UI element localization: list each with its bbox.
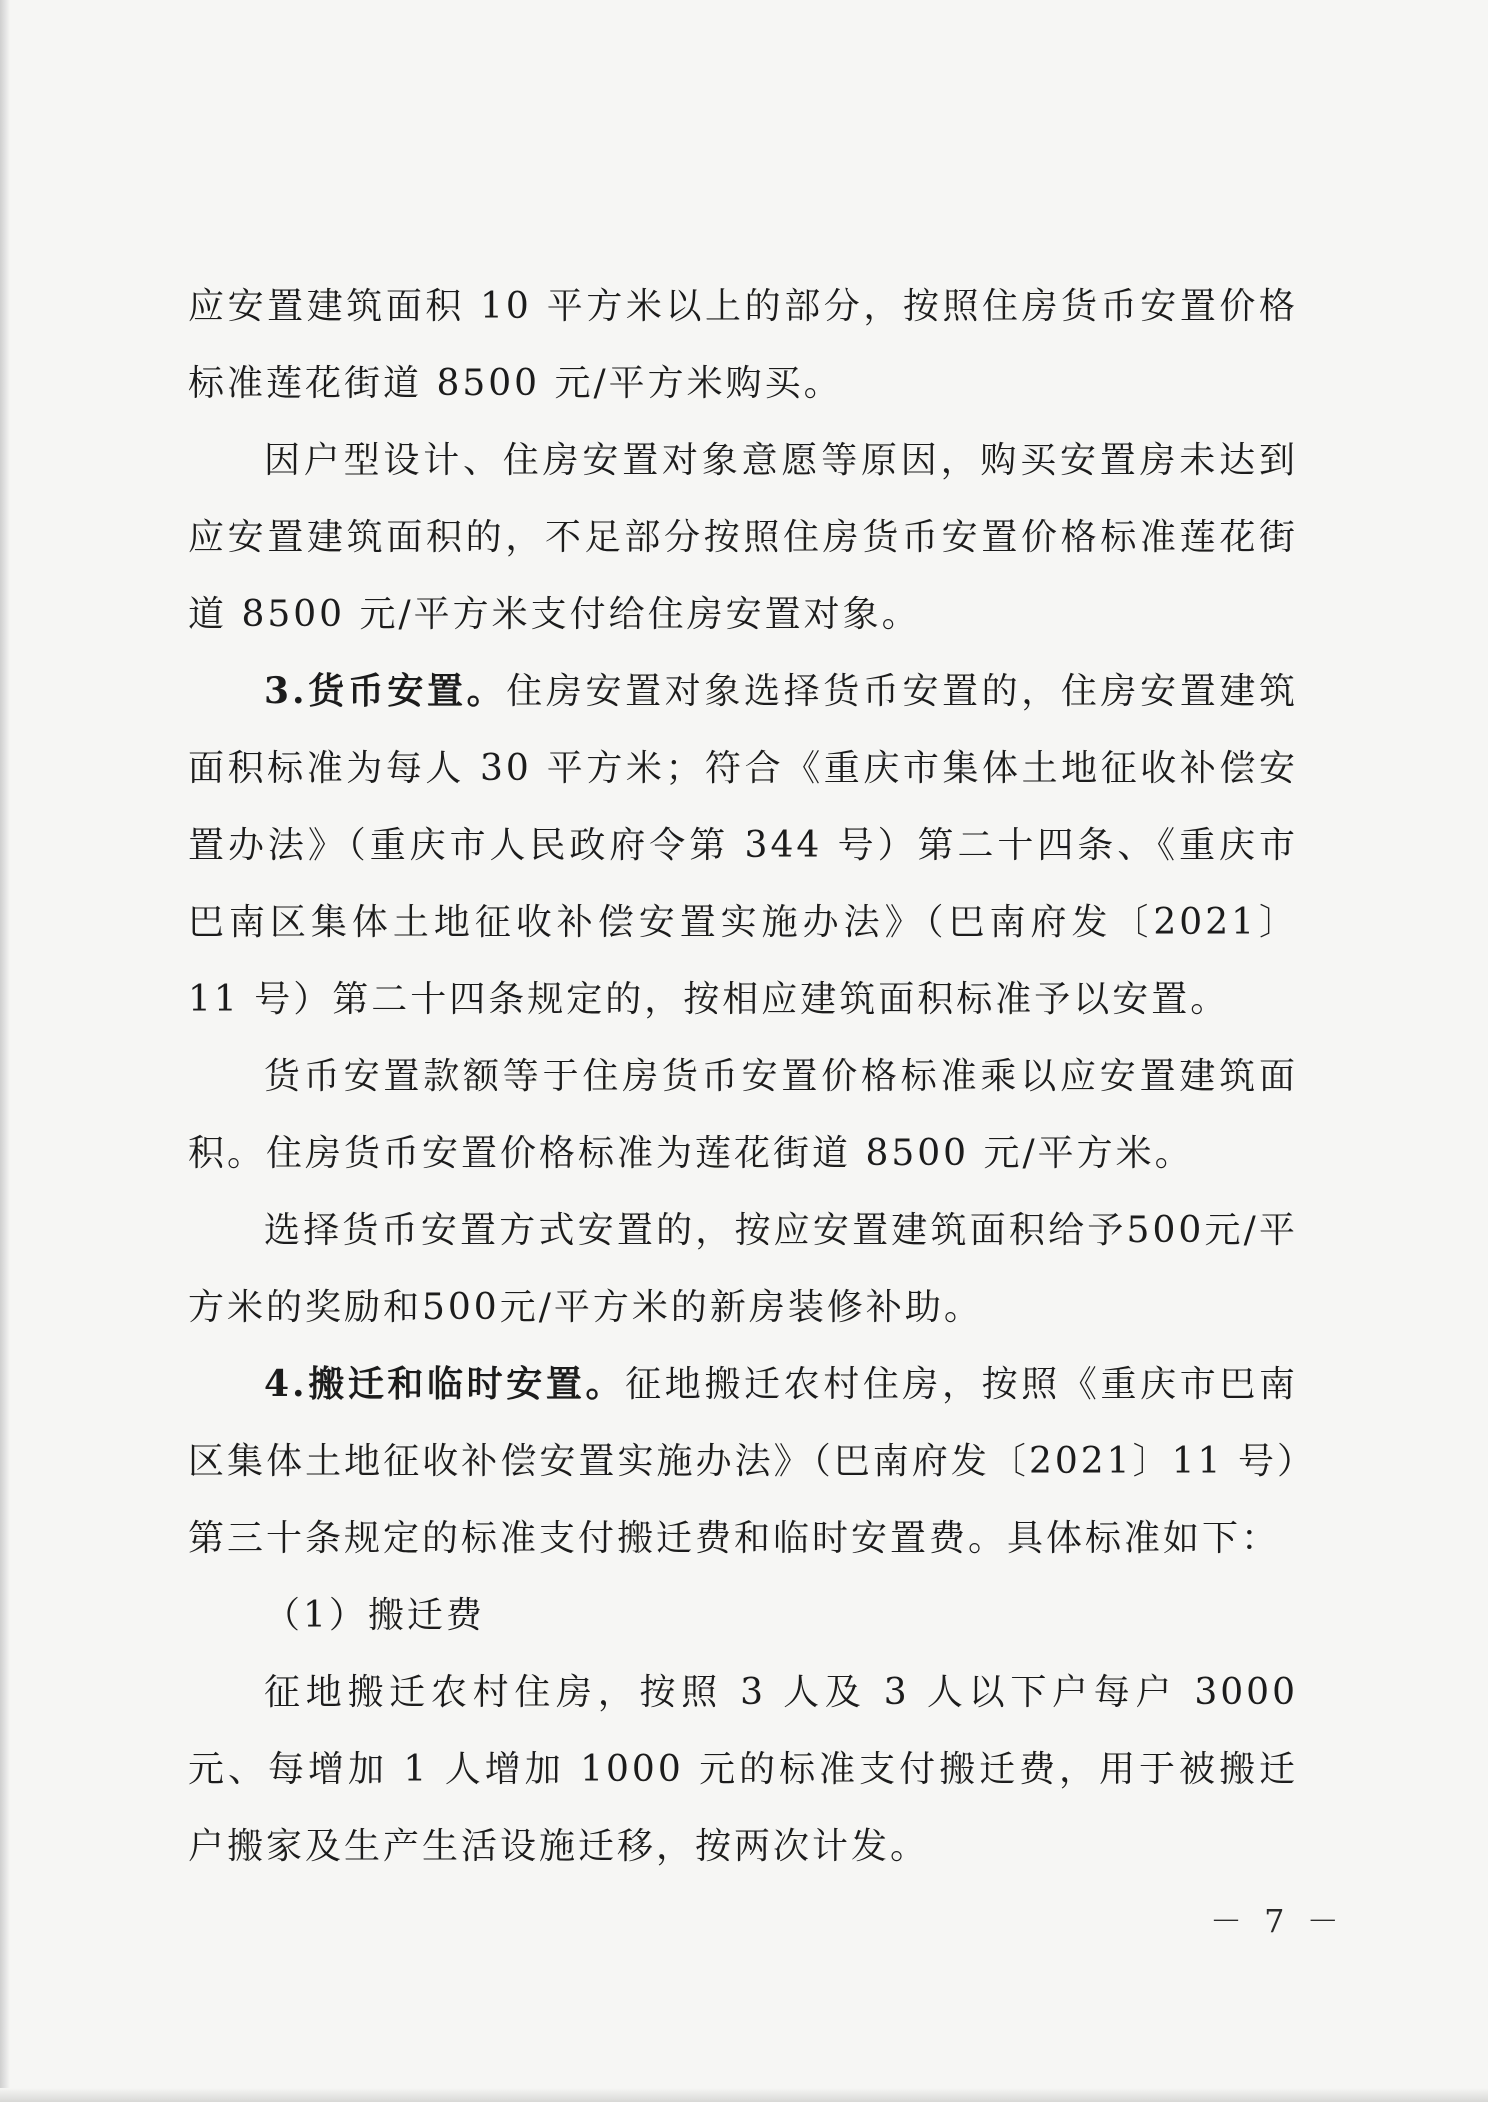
paragraph-text: （1）搬迁费 <box>264 1595 485 1636</box>
paragraph-text: 因户型设计、住房安置对象意愿等原因，购买安置房未达到应安置建筑面积的，不足部分按照住房货币安置价格标准莲花街道 8500 元/平方米支付给住房安置对象。 <box>188 440 1298 635</box>
paragraph-text: 住房安置对象选择货币安置的，住房安置建筑面积标准为每人 30 平方米；符合《重庆市集体土地征收补偿安置办法》（重庆市人民政府令第 344 号）第二十四条、《重庆市巴南区集体土地征收补偿安置实施办法》（巴南府发〔2021〕11 号）第二十四条规定的，按相应建筑面积标准予以安置。 <box>188 671 1298 1020</box>
paragraph-shortfall-payment <box>188 422 1298 653</box>
paragraph-monetary-resettlement <box>188 653 1298 1038</box>
paragraph-text: 货币安置款额等于住房货币安置价格标准乘以应安置建筑面积。住房货币安置价格标准为莲花街道 8500 元/平方米。 <box>188 1056 1298 1174</box>
paragraph-text: 应安置建筑面积 10 平方米以上的部分，按照住房货币安置价格标准莲花街道 8500 元/平方米购买。 <box>188 286 1298 404</box>
section-heading: 3.货币安置。 <box>264 670 507 712</box>
subheading-relocation-fee <box>188 1577 1298 1654</box>
paragraph-reward-subsidy <box>188 1192 1298 1346</box>
scan-shadow-left <box>0 0 10 2102</box>
paragraph-area-purchase <box>188 268 1298 422</box>
scan-shadow-bottom <box>0 2088 1488 2102</box>
paragraph-text: 选择货币安置方式安置的，按应安置建筑面积给予500元/平方米的奖励和500元/平方米的新房装修补助。 <box>188 1210 1298 1328</box>
paragraph-relocation-temporary <box>188 1346 1298 1577</box>
paragraph-relocation-fee-standard <box>188 1654 1298 1885</box>
section-heading: 4.搬迁和临时安置。 <box>264 1363 626 1405</box>
page-number: － 7 － <box>1210 1902 1345 1940</box>
body-text <box>188 268 1298 1885</box>
paragraph-text: 征地搬迁农村住房，按照 3 人及 3 人以下户每户 3000 元、每增加 1 人增加 1000 元的标准支付搬迁费，用于被搬迁户搬家及生产生活设施迁移，按两次计发。 <box>188 1672 1298 1867</box>
paragraph-monetary-amount <box>188 1038 1298 1192</box>
paragraph-text: 征地搬迁农村住房，按照《重庆市巴南区集体土地征收补偿安置实施办法》（巴南府发〔2021〕11 号）第三十条规定的标准支付搬迁费和临时安置费。具体标准如下： <box>188 1364 1298 1559</box>
